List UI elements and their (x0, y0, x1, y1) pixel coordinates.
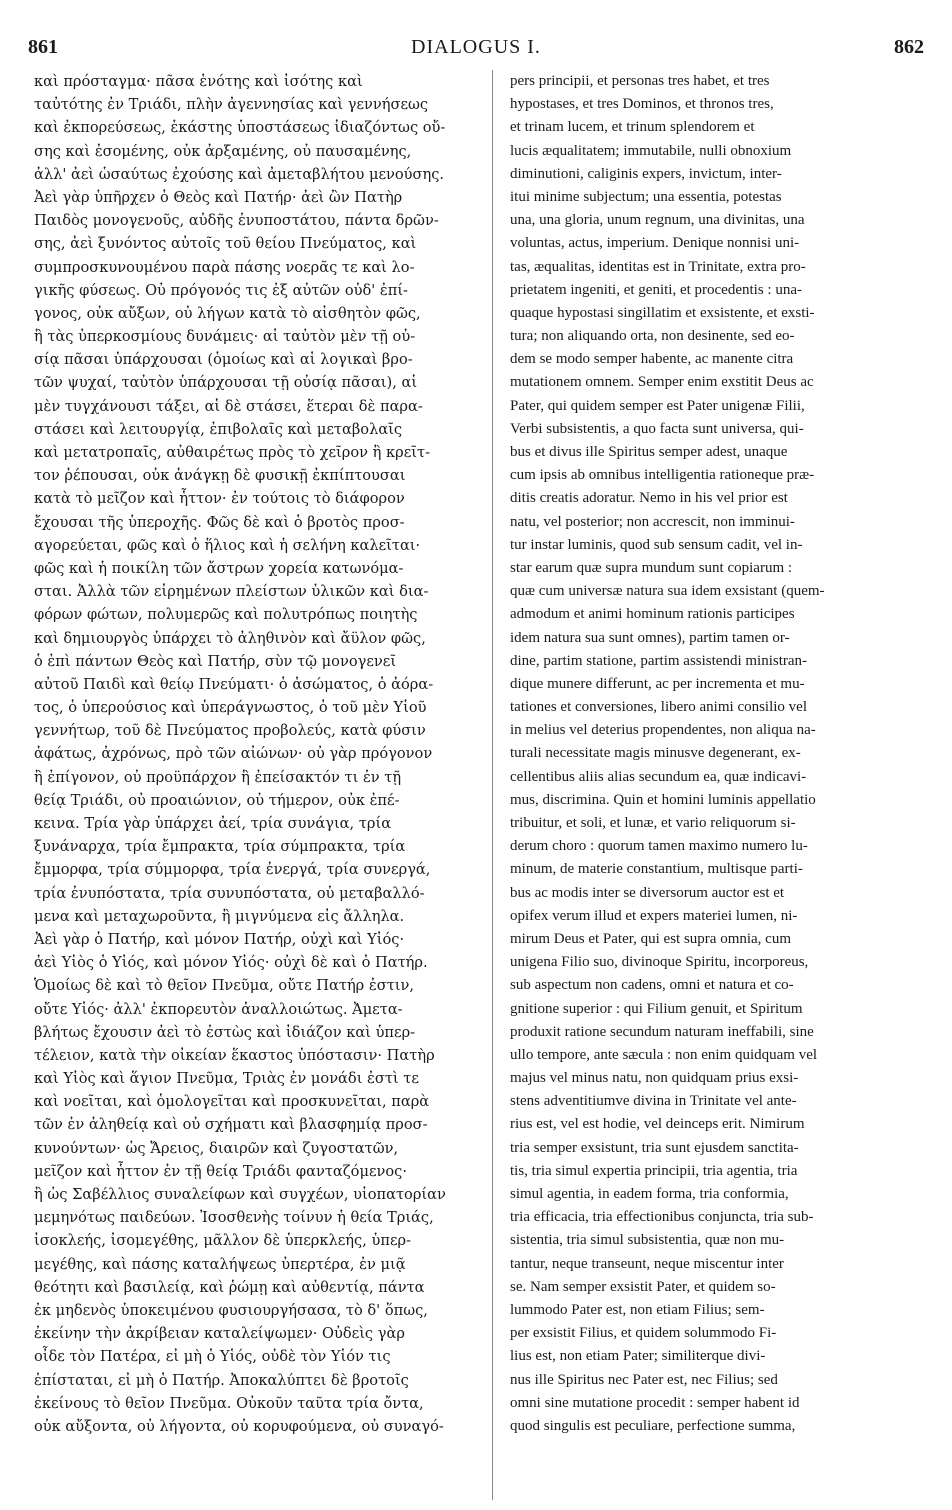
latin-text-line: et trinam lucem, et trinum splendorem et (510, 119, 755, 136)
greek-text-line: τρία ἐνυπόστατα, τρία συνυπόστατα, οὐ μεταβαλλό- (34, 884, 425, 902)
latin-text-line: ditis creatis adoratur. Nemo in his vel prior est (510, 490, 788, 507)
latin-text-line: lucis æqualitatem; immutabile, nulli obnoxium (510, 142, 792, 159)
greek-text-line: ἀεὶ Υἱὸς ὁ Υἱός, καὶ μόνον Υἱός· οὐχὶ δὲ καὶ ὁ Πατήρ. (34, 954, 428, 972)
greek-text-line: φόρων φώτων, πολυμερῶς καὶ πολυτρόπως ποιητὴς (34, 606, 418, 624)
greek-text-line: τῶν ἐν ἀληθείᾳ καὶ οὐ σχήματι καὶ βλασφημίᾳ προσ- (34, 1116, 428, 1134)
latin-text-column (510, 70, 922, 1438)
greek-text-line: μεμηνότως παιδεύων. Ἰσοσθενὴς τοίνυν ἡ θεία Τριάς, (34, 1209, 434, 1227)
latin-text-line: tribuitur, et soli, et lunæ, et vario reliquorum si- (510, 815, 796, 831)
greek-text-line: σης, ἀεὶ ξυνόντος αὐτοῖς τοῦ θείου Πνεύματος, καὶ (34, 235, 417, 253)
latin-text-line: nus ille Spiritus nec Pater est, nec Filius; sed (510, 1371, 778, 1388)
latin-text-line: una, una gloria, unum regnum, una divinitas, una (510, 212, 805, 229)
greek-text-line: τον ῥέπουσαι, οὐκ ἀνάγκῃ δὲ φυσικῇ ἐκπίπτουσαι (34, 467, 406, 485)
greek-text-line: καὶ ἐκπορεύσεως, ἑκάστης ὑποστάσεως ἰδιαζόντως οὔ- (34, 119, 446, 137)
greek-text-line: γονος, οὐκ αὔξων, οὐ λήγων κατὰ τὸ αἰσθητὸν φῶς, (34, 304, 421, 322)
latin-text-line: natu, vel posterior; non accrescit, non imminui- (510, 513, 795, 530)
greek-text-line: καὶ νοεῖται, καὶ ὁμολογεῖται καὶ προσκυνεῖται, παρὰ (34, 1093, 430, 1111)
greek-text-line: Ἀεὶ γὰρ ὁ Πατήρ, καὶ μόνον Πατήρ, οὐχὶ καὶ Υἱός· (34, 930, 405, 948)
greek-text-line: ταὐτότης ἐν Τριάδι, πλὴν ἀγεννησίας καὶ γεννήσεως (34, 96, 429, 114)
latin-text-line: mus, discrimina. Quin et homini luminis appellatio (510, 791, 816, 808)
greek-text-line: ἀφάτως, ἀχρόνως, πρὸ τῶν αἰώνων· οὐ γὰρ πρόγονον (34, 745, 433, 763)
greek-text-line: τέλειον, κατὰ τὴν οἰκείαν ἕκαστος ὑπόστασιν· Πατὴρ (34, 1046, 435, 1064)
greek-text-line: μὲν τυγχάνουσι τάξει, αἱ δὲ στάσει, ἕτεραι δὲ παρα- (34, 397, 423, 415)
greek-text-column (34, 70, 474, 1438)
page-header (28, 28, 924, 60)
latin-text-line: prietatem ingeniti, et geniti, et procedentis : una- (510, 281, 802, 298)
latin-text-line: dem se modo semper habente, ac manente citra (510, 351, 794, 368)
greek-text-line: Παιδὸς μονογενοῦς, αὐδῆς ἐνυποστάτου, πάντα δρῶν- (34, 212, 439, 230)
latin-text-line: lius est, non etiam Pater; similiterque divi- (510, 1348, 766, 1365)
greek-text-line: μεγέθης, καὶ πάσης καταλήψεως ὑπερτέρα, ἐν μιᾷ (34, 1255, 406, 1273)
greek-text-line: γικῆς φύσεως. Οὐ πρόγονός τις ἐξ αὐτῶν οὐδ' ἐπί- (34, 281, 408, 299)
latin-text-line: star earum quæ supra mundum sunt copiarum : (510, 559, 793, 576)
greek-text-line: καὶ δημιουργὸς ὑπάρχει τὸ ἀληθινὸν καὶ ἄϋλον φῶς, (34, 629, 426, 647)
greek-text-line: Ἀεὶ γὰρ ὑπῆρχεν ὁ Θεὸς καὶ Πατήρ· ἀεὶ ὢν Πατὴρ (34, 188, 403, 206)
greek-text-line: συμπροσκυνουμένου παρὰ πάσης νοερᾶς τε καὶ λο- (34, 258, 415, 276)
greek-text-line: ἔχουσαι τῆς ὑπεροχῆς. Φῶς δὲ καὶ ὁ βροτὸς προσ- (34, 513, 405, 531)
greek-text-line: ἢ τὰς ὑπερκοσμίους δυνάμεις· αἱ ταὐτὸν μὲν τῇ οὐ- (34, 328, 416, 346)
latin-text-line: tria efficacia, tria effectionibus conjuncta, tria sub- (510, 1209, 814, 1226)
greek-text-line: οὐκ αὔξοντα, οὐ λήγοντα, οὐ κορυφούμενα, οὐ συναγό- (34, 1417, 444, 1435)
latin-text-line: tantur, neque transeunt, neque miscentur inter (510, 1255, 784, 1272)
greek-text-line: ὁ ἐπὶ πάντων Θεὸς καὶ Πατήρ, σὺν τῷ μονογενεῖ (34, 652, 397, 670)
latin-text-line: bus et divus ille Spiritus semper adest, unaque (510, 444, 788, 460)
left-page-number: 861 (28, 36, 58, 58)
greek-text-line: μεῖζον καὶ ἧττον ἐν τῇ θείᾳ Τριάδι φανταζόμενος· (34, 1162, 407, 1180)
latin-text-line: dine, partim statione, partim assistendi ministran- (510, 652, 808, 669)
latin-text-line: diminutioni, caliginis expers, invictum, inter- (510, 165, 782, 182)
latin-text-line: stens adventitiumve divina in Trinitate vel ante- (510, 1093, 797, 1110)
greek-text-line: ἐκείνους τὸ θεῖον Πνεῦμα. Οὐκοῦν ταῦτα τρία ὄντα, (34, 1394, 424, 1412)
greek-text-line: ἢ ἐπίγονον, οὐ προϋπάρχον ἢ ἐπείσακτόν τι ἐν τῇ (34, 768, 402, 786)
greek-text-line: καὶ μετατροπαῖς, αὐθαιρέτως πρὸς τὸ χεῖρον ἢ κρεῖτ- (34, 444, 431, 461)
latin-text-line: tis, tria simul expertia principii, tria agentia, tria (510, 1162, 798, 1179)
latin-text-line: tas, æqualitas, identitas est in Trinitate, extra pro- (510, 258, 806, 275)
latin-text-line: Pater, qui quidem semper est Pater unigenæ Filii, (510, 397, 805, 414)
greek-text-line: ἔμμορφα, τρία σύμμορφα, τρία ἐνεργά, τρία συνεργά, (34, 861, 431, 879)
right-page-number: 862 (894, 36, 924, 58)
greek-text-line: κατὰ τὸ μεῖζον καὶ ἧττον· ἐν τούτοις τὸ διάφορον (34, 490, 405, 508)
latin-text-line: ullo tempore, ante sæcula : non enim quidquam vel (510, 1046, 818, 1063)
greek-text-line: κεινα. Τρία γὰρ ὑπάρχει ἀεί, τρία συνάγια, τρία (34, 815, 392, 832)
latin-text-line: omni sine mutatione procedit : semper habent id (510, 1394, 800, 1411)
greek-text-line: θεότητι καὶ βασιλείᾳ, καὶ ῥώμῃ καὶ αὐθεντίᾳ, πάντα (34, 1278, 425, 1296)
greek-text-line: κυνούντων· ὡς Ἄρειος, διαιρῶν καὶ ζυγοστατῶν, (34, 1139, 399, 1157)
greek-text-line: ἀλλ' ἀεὶ ὡσαύτως ἐχούσης καὶ ἀμεταβλήτου μενούσης. (34, 165, 445, 183)
latin-text-line: simul agentia, in eadem forma, tria conformia, (510, 1186, 789, 1202)
greek-text-line: αὐτοῦ Παιδὶ καὶ θείῳ Πνεύματι· ὁ ἀσώματος, ὁ ἀόρα- (34, 675, 434, 693)
latin-text-line: mirum Deus et Pater, qui est supra omnia, cum (510, 930, 792, 947)
latin-text-line: cellentibus aliis alias secundum ea, quæ indicavi- (510, 768, 807, 785)
greek-text-line: σίᾳ πᾶσαι ὑπάρχουσαι (ὁμοίως καὶ αἱ λογικαὶ βρο- (34, 351, 413, 369)
greek-text-line: ἢ ὡς Σαβέλλιος συναλείφων καὶ συγχέων, υἱοπατορίαν (34, 1186, 446, 1203)
latin-text-line: tationes et conversiones, libero animi consilio vel (510, 699, 808, 716)
latin-text-line: mutationem omnem. Semper enim exstitit Deus ac (510, 374, 814, 391)
latin-text-line: majus vel minus natu, non quidquam prius exsi- (510, 1070, 799, 1087)
latin-text-line: in melius vel deterius propendentes, non aliqua na- (510, 722, 816, 739)
running-title: DIALOGUS I. (411, 36, 541, 58)
column-divider (492, 70, 493, 1500)
latin-text-line: rius est, vel est hodie, vel deinceps erit. Nimirum (510, 1116, 805, 1133)
latin-text-line: derum choro : quorum tamen maximo numero lu- (510, 838, 808, 855)
latin-text-line: per exsistit Filius, et quidem solummodo Fi- (510, 1325, 777, 1342)
latin-text-line: hypostases, et tres Dominos, et thronos tres, (510, 96, 774, 113)
greek-text-line: ξυνάναρχα, τρία ἔμπρακτα, τρία σύμπρακτα, τρία (34, 838, 406, 856)
greek-text-line: τος, ὁ ὑπερούσιος καὶ ὑπεράγνωστος, ὁ τοῦ μὲν Υἱοῦ (34, 699, 427, 717)
latin-text-line: tura; non aliquando orta, non desinente, sed eo- (510, 328, 795, 345)
latin-text-line: pers principii, et personas tres habet, et tres (510, 73, 770, 89)
greek-text-line: φῶς καὶ ἡ ποικίλη τῶν ἄστρων χορεία κατωνόμα- (34, 559, 404, 577)
latin-text-line: voluntas, actus, imperium. Denique nonnisi uni- (510, 235, 800, 252)
greek-text-line: σται. Ἀλλὰ τῶν εἰρημένων πλείστων ὑλικῶν καὶ δια- (34, 583, 429, 601)
greek-text-line: τῶν ψυχαί, ταὐτὸν ὑπάρχουσαι τῇ οὐσίᾳ πᾶσαι), αἱ (34, 374, 418, 392)
latin-text-line: cum ipsis ab omnibus intelligentia rationeque præ- (510, 467, 815, 484)
latin-text-line: Verbi subsistentis, a quo facta sunt universa, qui- (510, 420, 804, 437)
latin-text-line: produxit ratione secundum naturam ineffabili, sine (510, 1023, 814, 1040)
greek-text-line: Ὁμοίως δὲ καὶ τὸ θεῖον Πνεῦμα, οὔτε Πατήρ ἐστιν, (34, 977, 415, 995)
latin-text-line: quæ cum universæ natura sua idem exsistant (quem- (510, 583, 825, 600)
latin-text-line: dique munere differunt, ac per incrementa et mu- (510, 675, 805, 692)
latin-text-line: sistentia, tria simul subsistentia, quæ non mu- (510, 1232, 785, 1249)
greek-text-line: σης καὶ ἐσομένης, οὐκ ἀρξαμένης, οὐ παυσαμένης, (34, 142, 412, 160)
greek-text-line: οὔτε Υἱός· ἀλλ' ἐκπορευτὸν ἀναλλοιώτως. Ἀμετα- (34, 1000, 403, 1018)
greek-text-line: ἐκ μηδενὸς ὑποκειμένου φυσιουργήσασα, τὸ δ' ὅπως, (34, 1301, 428, 1319)
latin-text-line: bus ac modis inter se diversorum auctor est et (510, 884, 785, 901)
latin-text-line: admodum et animi hominum rationis participes (510, 606, 795, 623)
greek-text-line: βλήτως ἔχουσιν ἀεὶ τὸ ἐστὼς καὶ ἰδιάζον καὶ ὑπερ- (34, 1023, 416, 1041)
latin-text-line: unigena Filio suo, divinoque Spiritu, incorporeus, (510, 954, 809, 971)
latin-text-line: idem natura sua sunt omnes), partim tamen or- (510, 629, 790, 646)
latin-text-line: itui minime subjectum; una essentia, potestas (510, 188, 782, 205)
greek-text-line: ἐπίσταται, εἰ μὴ ὁ Πατήρ. Ἀποκαλύπτει δὲ βροτοῖς (34, 1371, 409, 1389)
greek-text-line: θείᾳ Τριάδι, οὐ προαιώνιον, οὐ τήμερον, οὐκ ἐπέ- (34, 791, 400, 809)
greek-text-line: στάσει καὶ λειτουργίᾳ, ἐπιβολαῖς καὶ μεταβολαῖς (34, 420, 403, 438)
latin-text-line: turali necessitate magis minusve degenerant, ex- (510, 745, 801, 762)
greek-text-line: ἐκείνην τὴν ἀκρίβειαν καταλείψωμεν· Οὐδεὶς γὰρ (34, 1325, 405, 1343)
latin-text-line: quod singulis est peculiare, perfectione summa, (510, 1417, 796, 1434)
latin-text-line: sub aspectum non cadens, omni et natura et co- (510, 977, 794, 994)
latin-text-line: tria semper exsistunt, tria sunt ejusdem sanctita- (510, 1139, 799, 1156)
greek-text-line: οἶδε τὸν Πατέρα, εἰ μὴ ὁ Υἱός, οὐδὲ τὸν Υἱόν τις (34, 1348, 391, 1366)
latin-text-line: lummodo Pater est, non etiam Filius; sem- (510, 1301, 765, 1318)
greek-text-line: μενα καὶ μεταχωροῦντα, ἢ μιγνύμενα εἰς ἄλληλα. (34, 907, 405, 925)
latin-text-line: se. Nam semper exsistit Pater, et quidem so- (510, 1278, 776, 1295)
greek-text-line: ἰσοκλεής, ἰσομεγέθης, μᾶλλον δὲ ὑπερκλεής, ὑπερ- (34, 1232, 412, 1250)
latin-text-line: quaque hypostasi singillatim et exsistente, et exsti- (510, 304, 815, 321)
greek-text-line: καὶ Υἱὸς καὶ ἅγιον Πνεῦμα, Τριὰς ἐν μονάδι ἐστὶ τε (34, 1070, 419, 1088)
latin-text-line: gnitione superior : qui Filium genuit, et Spiritum (510, 1000, 803, 1017)
greek-text-line: καὶ πρόσταγμα· πᾶσα ἑνότης καὶ ἰσότης καὶ (34, 73, 363, 90)
greek-text-line: αγορεύεται, φῶς καὶ ὁ ἥλιος καὶ ἡ σελήνη καλεῖται· (34, 536, 421, 554)
latin-text-line: opifex verum illud et expers materiei lumen, ni- (510, 907, 798, 924)
greek-text-line: γεννήτωρ, τοῦ δὲ Πνεύματος προβολεύς, κατὰ φύσιν (34, 722, 426, 740)
latin-text-line: minum, de materie constantium, multisque parti- (510, 861, 803, 878)
latin-text-line: tur instar luminis, quod sub sensum cadit, vel in- (510, 536, 803, 553)
